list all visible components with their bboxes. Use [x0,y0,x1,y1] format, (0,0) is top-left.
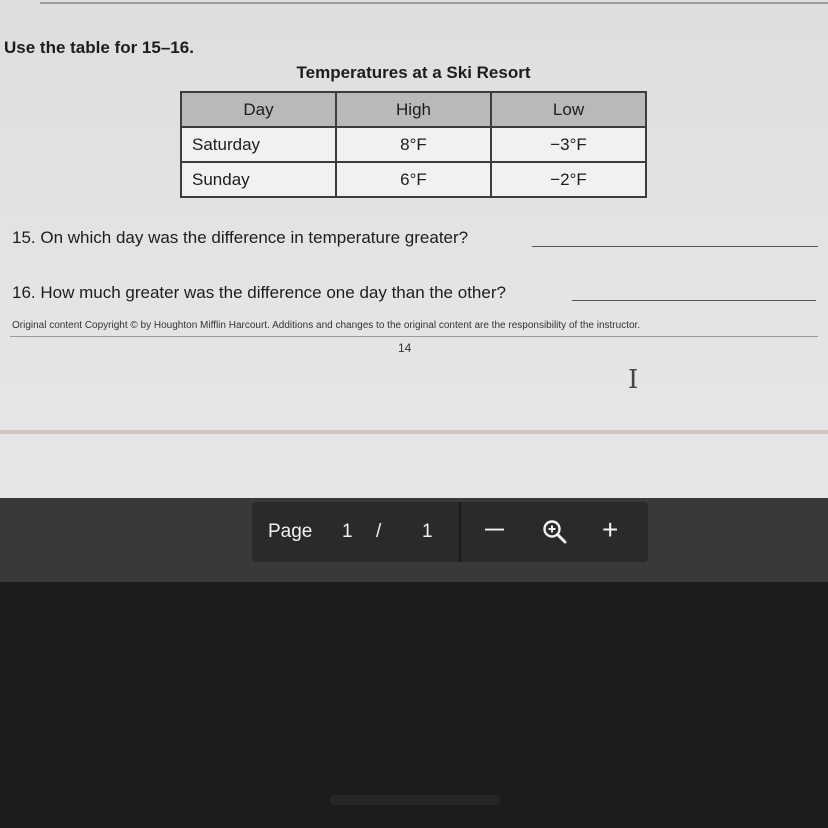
cell-day: Sunday [181,162,336,197]
current-page-input[interactable]: 1 [342,521,353,542]
screen-bezel [330,795,500,805]
text-cursor-icon: I [628,365,639,395]
page-separator: / [376,521,382,542]
answer-line-16 [572,300,816,301]
header-day: Day [181,92,336,127]
pdf-toolbar [252,502,648,562]
zoom-icon[interactable] [542,519,568,551]
page-edge [0,430,828,434]
question-15: 15. On which day was the difference in temperature greater? [12,228,469,247]
temperature-table [180,91,647,198]
question-16: 16. How much greater was the difference one day than the other? [12,283,506,302]
answer-line-15 [532,246,818,247]
table-title: Temperatures at a Ski Resort [296,63,531,82]
copyright-notice: Original content Copyright © by Houghton Mifflin Harcourt. Additions and changes to the original content are the responsibility of the instructor. [12,320,641,331]
cell-high: 6°F [336,162,491,197]
cell-low: −2°F [491,162,646,197]
table-row [181,162,646,197]
table-header-row [181,92,646,127]
viewer-empty-area [0,582,828,828]
table-row [181,127,646,162]
top-rule [40,2,828,4]
total-pages: 1 [422,521,433,542]
zoom-in-button[interactable]: + [602,514,619,545]
page-number: 14 [398,341,412,355]
page-label: Page [268,521,313,542]
zoom-out-button[interactable]: — [485,519,504,540]
cell-high: 8°F [336,127,491,162]
copyright-rule [10,336,818,337]
cell-low: −3°F [491,127,646,162]
magnifier-icon [542,519,568,545]
instruction-text: Use the table for 15–16. [4,38,194,57]
cell-day: Saturday [181,127,336,162]
header-low: Low [491,92,646,127]
header-high: High [336,92,491,127]
toolbar-divider [459,502,461,562]
